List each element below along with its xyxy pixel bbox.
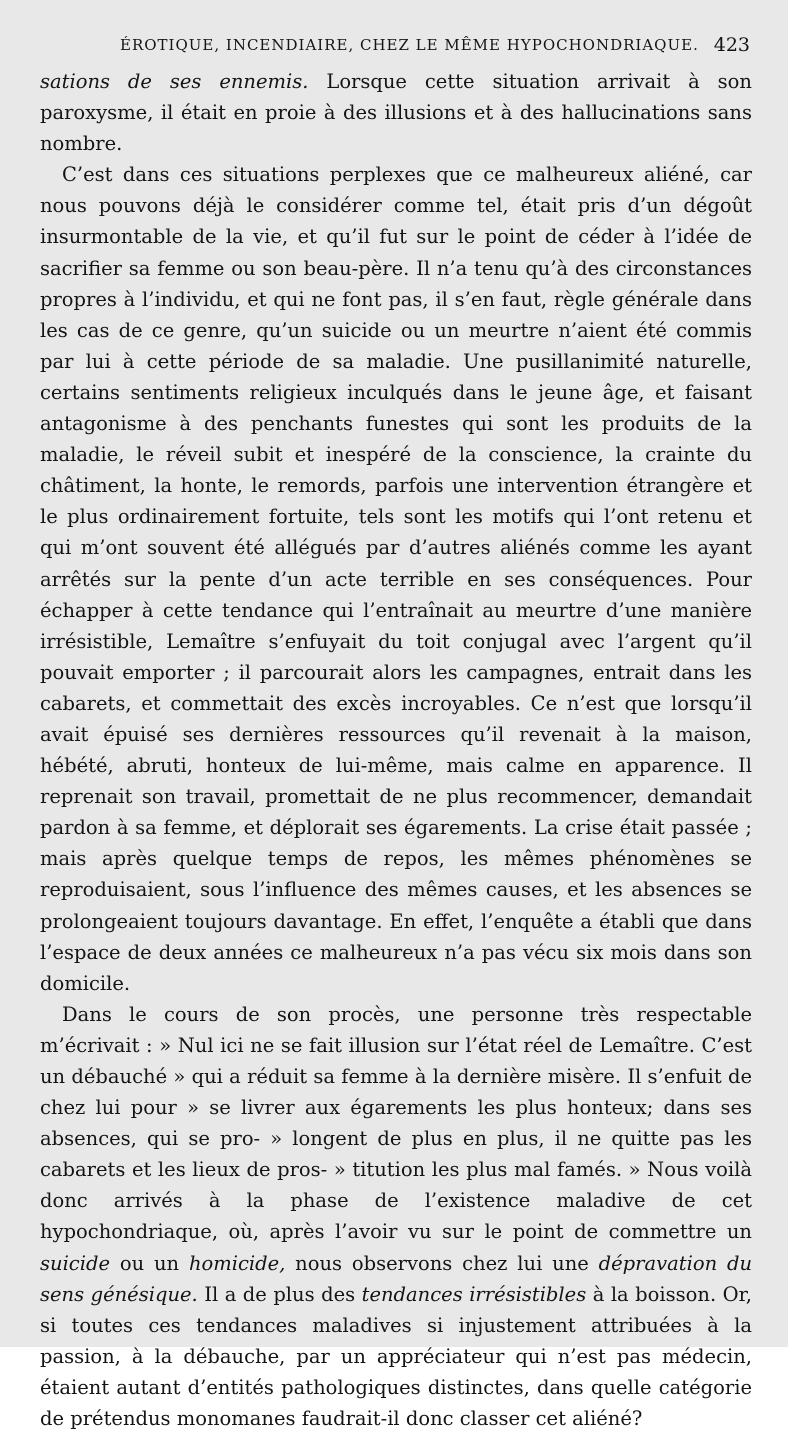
- italic-term: dépravation du sens génésique.: [40, 1251, 753, 1306]
- running-title: ÉROTIQUE, INCENDIAIRE, CHEZ LE MÊME HYPOCHONDRIAQUE.: [120, 36, 699, 54]
- italic-term: homicide,: [188, 1251, 286, 1275]
- paragraph-text: Dans le cours de son procès, une personne très respectable m’écrivait : » Nul ici ne se fait illusion sur l’état réel de Lemaître. C’est un débauché » qui a réduit sa femme à la dernière misère. Il s’enfuit de chez lui pour » se livrer aux égarements les plus honteux; dans ses absences, qui se pro- » longent de plus en plus, il ne quitte pas les cabarets et les lieux de pros- » titution les plus mal famés. » Nous voilà donc arrivés à la phase de l’existence maladive de cet hypochondriaque, où, après l’avoir vu sur le point de commettre un: [40, 1002, 752, 1244]
- paragraph: [40, 999, 752, 1434]
- paragraph: C’est dans ces situations perplexes que ce malheureux aliéné, car nous pouvons déjà le considérer comme tel, était pris d’un dégoût insurmontable de la vie, et qu’il fut sur le point de céder à l’idée de sacrifier sa femme ou son beau-père. Il n’a tenu qu’à des circonstances propres à l’individu, et qui ne font pas, il s’en faut, règle générale dans les cas de ce genre, qu’un suicide ou un meurtre n’aient été commis par lui à cette période de sa maladie. Une pusillanimité naturelle, certains sentiments religieux inculqués dans le jeune âge, et faisant antagonisme à des penchants funestes qui sont les produits de la maladie, le réveil subit et inespéré de la conscience, la crainte du châtiment, la honte, le remords, parfois une intervention étrangère et le plus ordinairement fortuite, tels sont les motifs qui l’ont retenu et qui m’ont souvent été allégués par d’autres aliénés comme les ayant arrêtés sur la pente d’un acte terrible en ses conséquences. Pour échapper à cette tendance qui l’entraînait au meurtre d’une manière irrésistible, Lemaître s’enfuyait du toit conjugal avec l’argent qu’il pouvait emporter ; il parcourait alors les campagnes, entrait dans les cabarets, et commettait des excès incroyables. Ce n’est que lorsqu’il avait épuisé ses dernières ressources qu’il revenait à la maison, hébété, abruti, honteux de lui-même, mais calme en apparence. Il reprenait son travail, promettait de ne plus recommencer, demandait pardon à sa femme, et déplorait ses égarements. La crise était passée ; mais après quelque temps de repos, les mêmes phénomènes se reproduisaient, sous l’influence des mêmes causes, et les absences se prolongeaient toujours davantage. En effet, l’enquête a établi que dans l’espace de deux années ce malheureux n’a pas vécu six mois dans son domicile.: [40, 163, 752, 995]
- body-text: [40, 66, 752, 1434]
- paragraph-continued: [40, 66, 752, 159]
- page-edge: [788, 0, 800, 1347]
- paragraph-text: ou un: [109, 1251, 189, 1275]
- italic-term: suicide: [40, 1251, 110, 1275]
- paragraph-text: nous observons chez lui une: [285, 1251, 599, 1275]
- paragraph-text: à la boisson. Or, si toutes ces tendances maladives si injustement attribuées à la passion, à la débauche, par un appréciateur qui n’est pas médecin, étaient autant d’entités pathologiques distinctes, dans quelle catégorie de prétendus monomanes faudrait-il donc classer cet aliéné?: [40, 1282, 752, 1431]
- page-header: [0, 36, 788, 58]
- paragraph-text: Lorsque cette situation arrivait à son paroxysme, il était en proie à des illusions et à des hallucinations sans nombre.: [40, 70, 752, 156]
- page-number: 423: [713, 34, 750, 56]
- italic-term: tendances irrésistibles: [361, 1282, 587, 1306]
- paragraph-text: Il a de plus des: [197, 1282, 362, 1306]
- italic-phrase: sations de ses ennemis.: [40, 70, 309, 93]
